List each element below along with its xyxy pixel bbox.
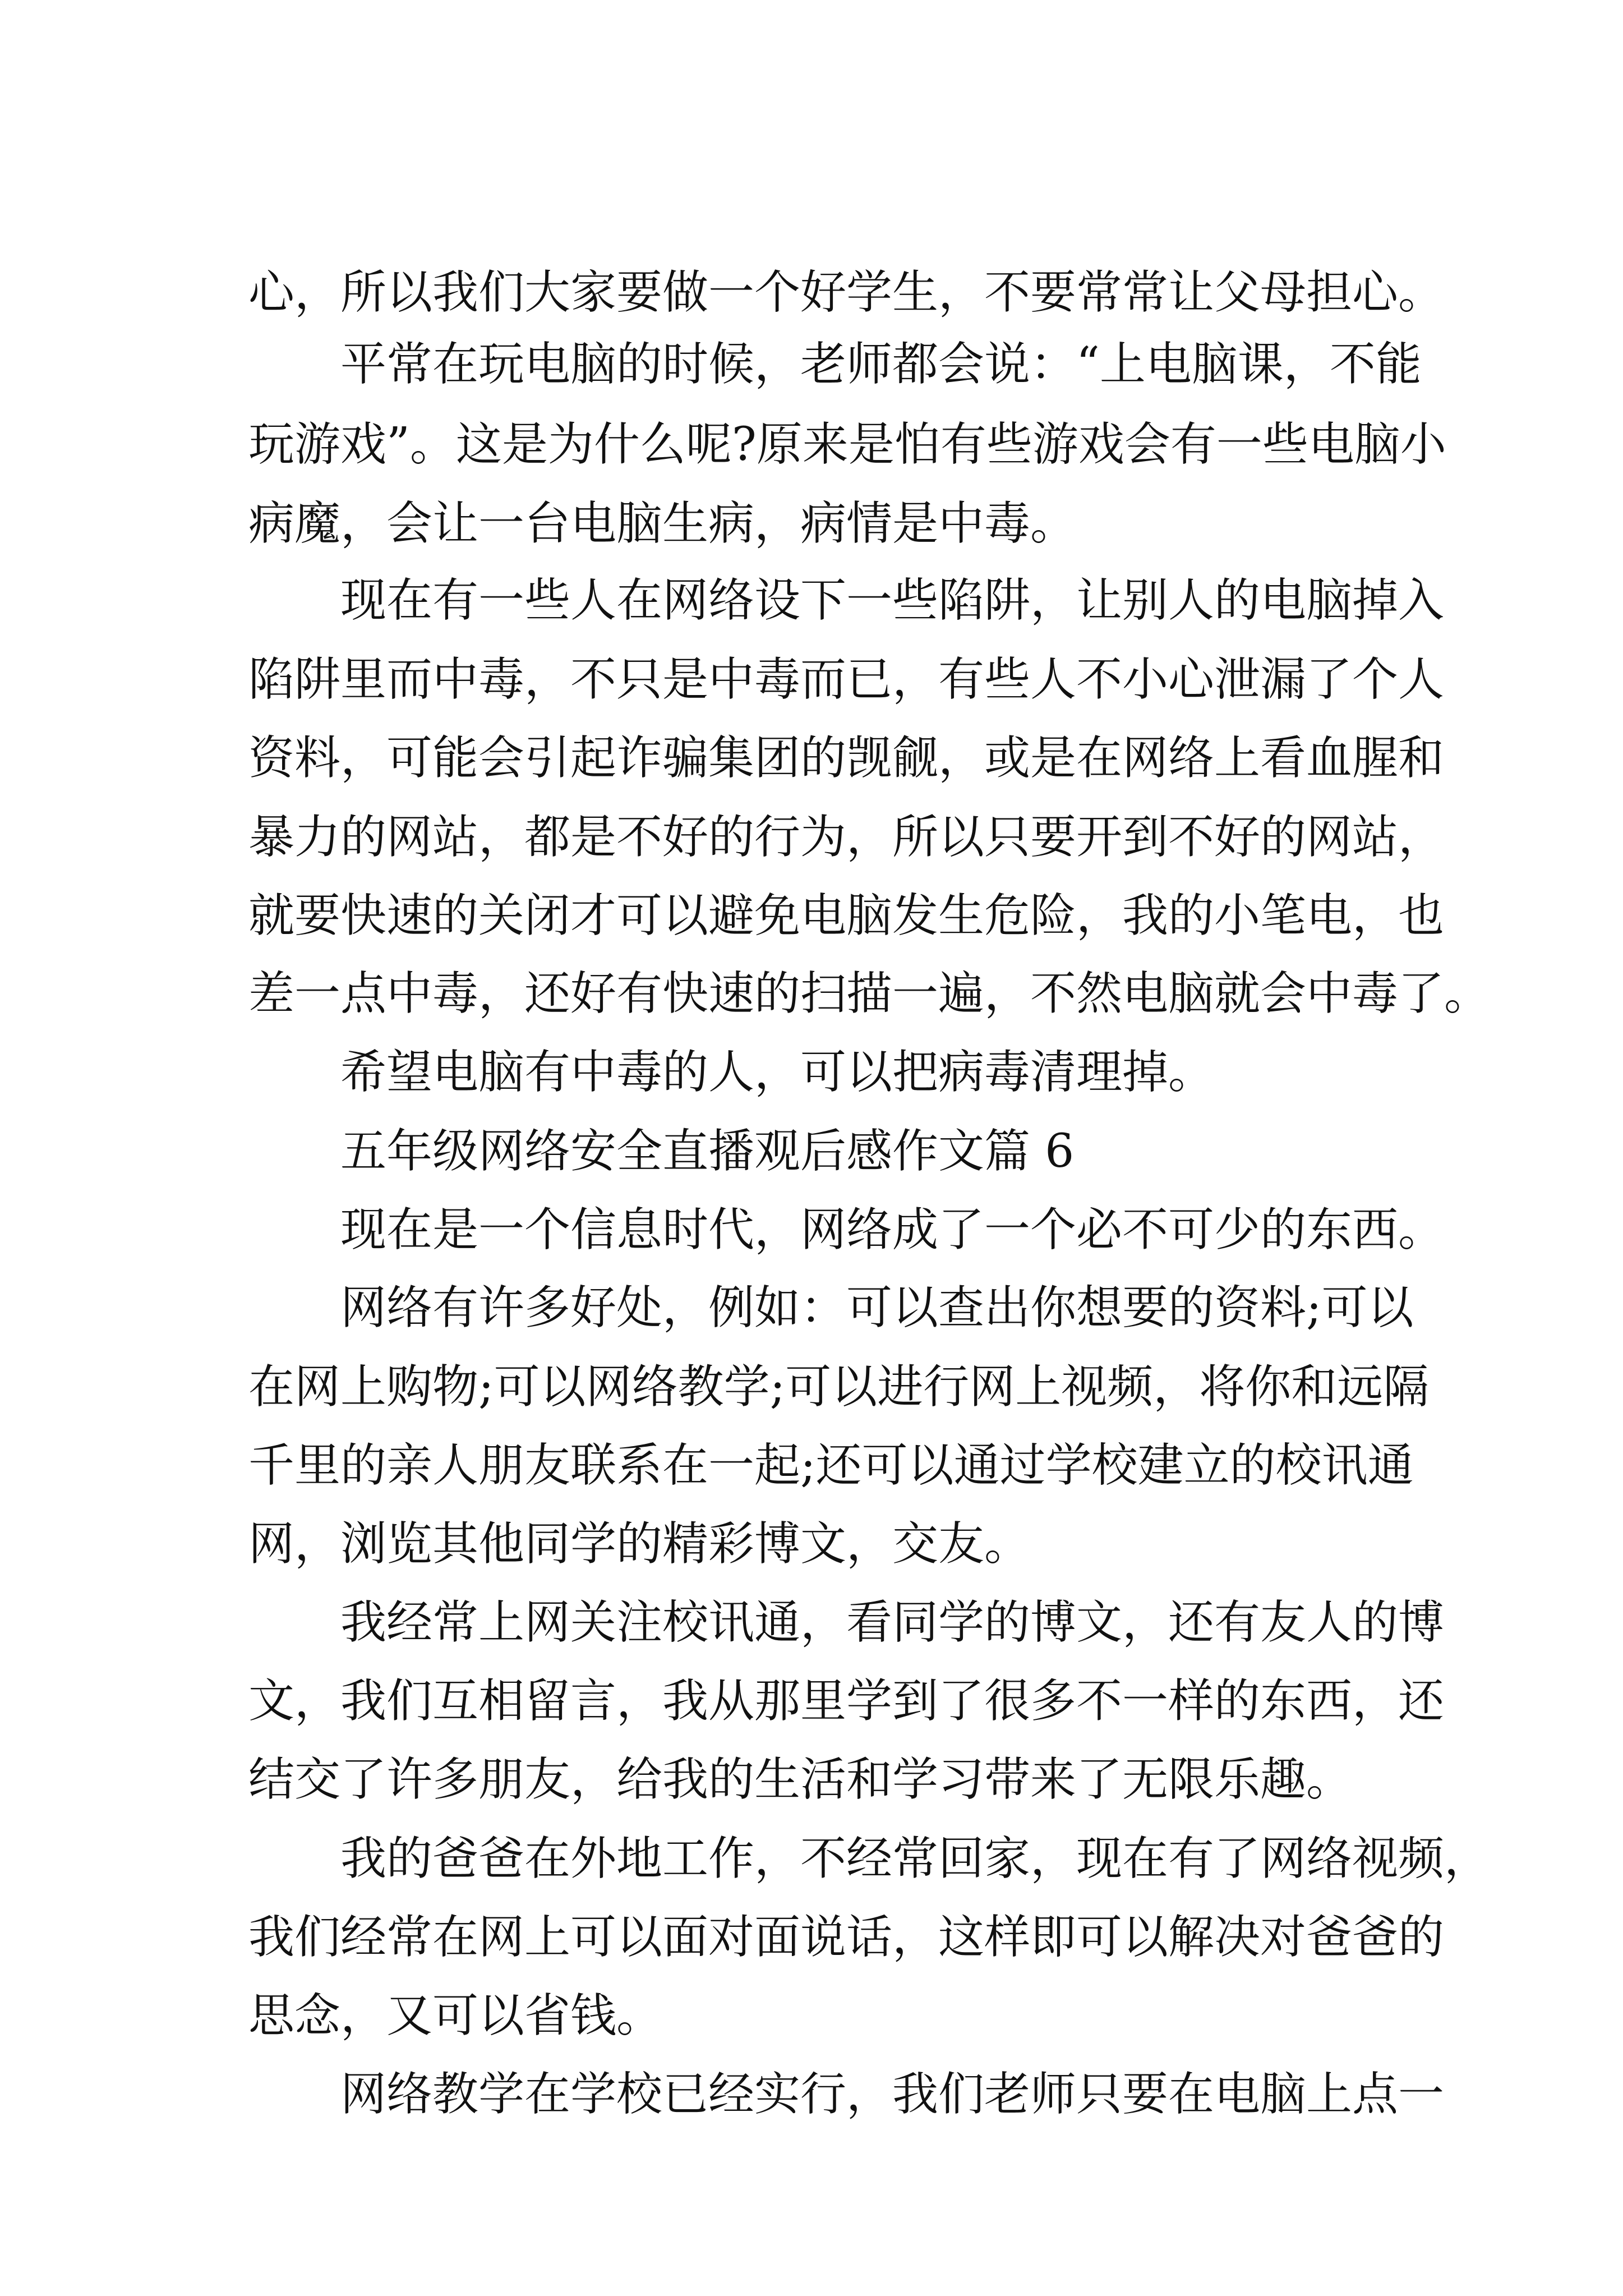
text-line: 陷阱里而中毒，不只是中毒而已，有些人不小心泄漏了个人 (248, 653, 1445, 706)
text-line: 网络教学在学校已经实行，我们老师只要在电脑上点一 (340, 2068, 1445, 2121)
text-line: 平常在玩电脑的时候，老师都会说：“上电脑课，不能 (340, 338, 1422, 391)
text-line: 病魔，会让一台电脑生病，病情是中毒。 (248, 497, 1077, 550)
text-line: 资料，可能会引起诈骗集团的觊觎，或是在网络上看血腥和 (248, 731, 1445, 785)
text-line: 我们经常在网上可以面对面说话，这样即可以解决对爸爸的 (248, 1911, 1445, 1964)
text-line: 千里的亲人朋友联系在一起;还可以通过学校建立的校讯通 (248, 1439, 1414, 1492)
text-line: 我经常上网关注校讯通，看同学的博文，还有友人的博 (340, 1596, 1445, 1649)
text-line: 思念，又可以省钱。 (248, 1989, 663, 2042)
text-line: 就要快速的关闭才可以避免电脑发生危险，我的小笔电，也 (248, 889, 1445, 942)
text-line: 网，浏览其他同学的精彩博文，交友。 (248, 1517, 1031, 1571)
section-heading: 五年级网络安全直播观后感作文篇 6 (340, 1125, 1075, 1178)
text-line: 希望电脑有中毒的人，可以把病毒清理掉。 (340, 1046, 1215, 1099)
text-line: 差一点中毒，还好有快速的扫描一遍，不然电脑就会中毒了。 (248, 967, 1491, 1020)
text-line: 现在是一个信息时代，网络成了一个必不可少的东西。 (340, 1203, 1445, 1257)
text-line: 文，我们互相留言，我从那里学到了很多不一样的东西，还 (248, 1674, 1445, 1728)
text-line: 网络有许多好处，例如：可以查出你想要的资料;可以 (340, 1281, 1414, 1335)
text-line: 玩游戏”。这是为什么呢?原来是怕有些游戏会有一些电脑小 (248, 418, 1446, 471)
text-line: 现在有一些人在网络设下一些陷阱，让别人的电脑掉入 (340, 574, 1445, 627)
text-line: 在网上购物;可以网络教学;可以进行网上视频，将你和远隔 (248, 1360, 1430, 1414)
text-line: 心，所以我们大家要做一个好学生，不要常常让父母担心。 (248, 266, 1445, 319)
text-line: 我的爸爸在外地工作，不经常回家，现在有了网络视频， (340, 1832, 1491, 1885)
text-line: 暴力的网站，都是不好的行为，所以只要开到不好的网站， (248, 811, 1445, 864)
text-line: 结交了许多朋友，给我的生活和学习带来了无限乐趣。 (248, 1753, 1353, 1806)
